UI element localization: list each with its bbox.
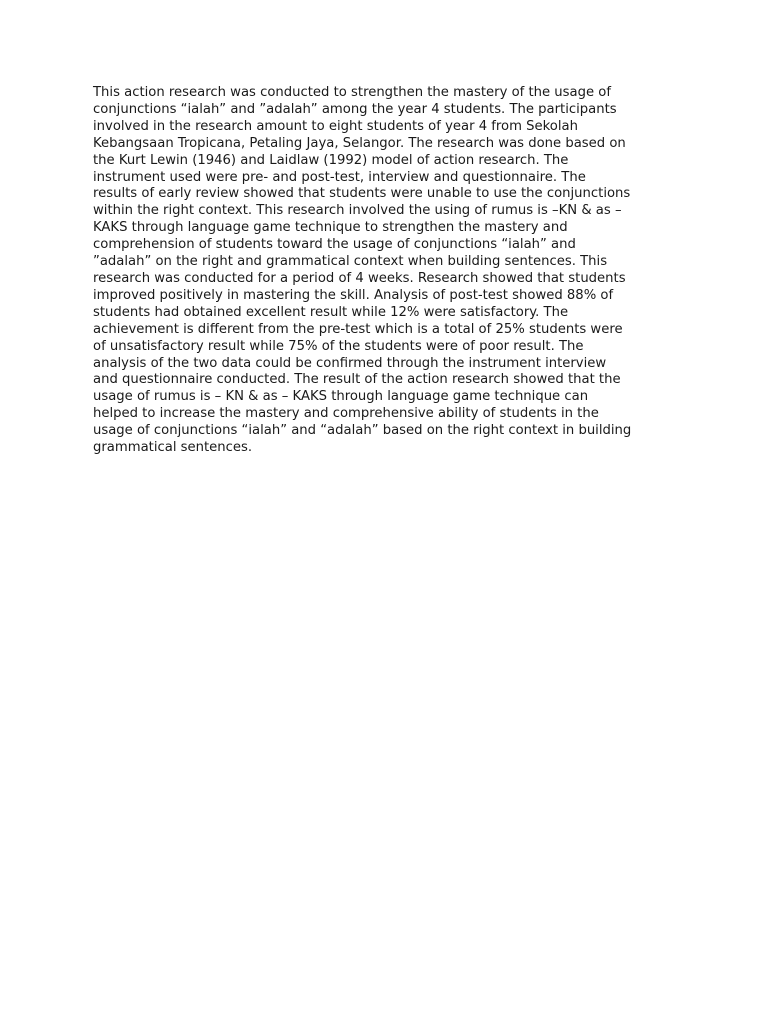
paragraph-line: involved in the research amount to eight students of year 4 from Sekolah	[93, 118, 578, 134]
paragraph-line: KAKS through language game technique to strengthen the mastery and	[93, 220, 568, 236]
paragraph-line: This action research was conducted to strengthen the mastery of the usage of	[93, 85, 612, 100]
paragraph-line: usage of conjunctions “ialah” and “adalah” based on the right context in building	[93, 423, 632, 439]
paragraph-line: within the right context. This research involved the using of rumus is –KN & as –	[93, 203, 622, 219]
paragraph-line: grammatical sentences.	[93, 440, 253, 456]
paragraph-line: of unsatisfactory result while 75% of the students were of poor result. The	[93, 338, 584, 354]
paragraph-line: results of early review showed that students were unable to use the conjunctions	[93, 186, 631, 202]
paragraph-line: analysis of the two data could be confirmed through the instrument interview	[93, 355, 607, 371]
paragraph-line: students had obtained excellent result while 12% were satisfactory. The	[93, 304, 569, 320]
paragraph-line: conjunctions “ialah” and ”adalah” among the year 4 students. The participants	[93, 101, 617, 117]
paragraph-line: and questionnaire conducted. The result of the action research showed that the	[93, 372, 621, 388]
paragraph-line: comprehension of students toward the usage of conjunctions “ialah” and	[93, 237, 576, 253]
paragraph-line: the Kurt Lewin (1946) and Laidlaw (1992) model of action research. The	[93, 152, 569, 168]
paragraph-line: ”adalah” on the right and grammatical context when building sentences. This	[93, 254, 608, 270]
paragraph-line: usage of rumus is – KN & as – KAKS through language game technique can	[93, 389, 589, 405]
paragraph-line: research was conducted for a period of 4 weeks. Research showed that students	[93, 270, 626, 286]
abstract-paragraph	[93, 85, 683, 457]
paragraph-line: helped to increase the mastery and comprehensive ability of students in the	[93, 406, 599, 422]
paragraph-line: instrument used were pre- and post-test, interview and questionnaire. The	[93, 169, 586, 185]
paragraph-line: Kebangsaan Tropicana, Petaling Jaya, Selangor. The research was done based on	[93, 135, 626, 151]
paragraph-line: improved positively in mastering the skill. Analysis of post-test showed 88% of	[93, 287, 614, 303]
paragraph-line: achievement is different from the pre-test which is a total of 25% students were	[93, 321, 623, 337]
